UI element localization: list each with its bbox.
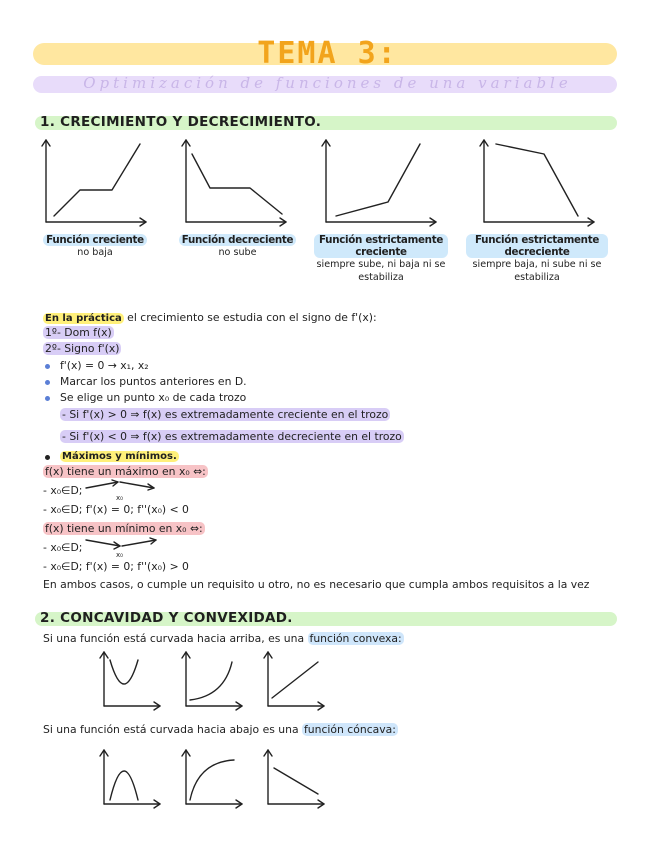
sub-rule-1-text: - Si f'(x) > 0 ⇒ f(x) es extremadamente creciente en el trozo bbox=[62, 408, 389, 421]
bullet-1: f'(x) = 0 → x₁, x₂ bbox=[60, 359, 149, 372]
convex-term: función convexa: bbox=[309, 632, 402, 645]
min-line-1: - x₀∈D; bbox=[43, 541, 83, 554]
concave-graph-increasing bbox=[180, 748, 246, 808]
bullet-dot bbox=[45, 364, 50, 369]
graph-estr-decreciente-label: Función estrictamente decreciente bbox=[466, 234, 608, 258]
sub-rule-1 bbox=[60, 408, 390, 422]
sub-rule-2-text: - Si f'(x) < 0 ⇒ f(x) es extremadamente decreciente en el trozo bbox=[62, 430, 402, 443]
graph-estr-creciente-label: Función estrictamente creciente bbox=[314, 234, 448, 258]
bullet-3: Se elige un punto x₀ de cada trozo bbox=[60, 391, 247, 404]
concave-term: función cóncava: bbox=[304, 723, 396, 736]
practice-line bbox=[43, 311, 377, 326]
graph-creciente-desc: no baja bbox=[77, 247, 113, 258]
min-sketch-mark: x₀ bbox=[116, 551, 123, 559]
section1-heading: 1. CRECIMIENTO Y DECRECIMIENTO. bbox=[40, 114, 322, 130]
graph-estr-creciente-caption bbox=[306, 234, 456, 284]
sub-rule-2 bbox=[60, 430, 404, 444]
min-head-text: f(x) tiene un mínimo en x₀ ⇔: bbox=[45, 522, 203, 535]
graph-estr-decreciente-desc: siempre baja, ni sube ni se estabiliza bbox=[472, 259, 602, 283]
graph-decreciente-caption bbox=[170, 234, 305, 259]
min-sketch bbox=[84, 536, 164, 556]
step-1 bbox=[43, 326, 114, 340]
max-line-1: - x₀∈D; bbox=[43, 484, 83, 497]
bullet-dot bbox=[45, 380, 50, 385]
max-head-text: f(x) tiene un máximo en x₀ ⇔: bbox=[45, 465, 206, 478]
practice-text: el crecimiento se estudia con el signo de f'(x): bbox=[123, 311, 377, 324]
page-title: TEMA 3: bbox=[257, 36, 398, 71]
convex-graph-parabola bbox=[98, 650, 164, 710]
convex-graph-linear bbox=[262, 650, 328, 710]
concave-graph-parabola bbox=[98, 748, 164, 808]
max-head bbox=[43, 465, 208, 479]
max-line-2: - x₀∈D; f'(x) = 0; f''(x₀) < 0 bbox=[43, 503, 189, 516]
min-line-2: - x₀∈D; f'(x) = 0; f''(x₀) > 0 bbox=[43, 560, 189, 573]
graph-estr-decreciente-caption bbox=[462, 234, 612, 284]
concave-line bbox=[43, 723, 398, 737]
graph-creciente-label: Función creciente bbox=[43, 234, 147, 246]
graph-estrictamente-creciente bbox=[320, 138, 440, 228]
both-cases-note: En ambos casos, o cumple un requisito u otro, no es necesario que cumpla ambos requisitos a la vez bbox=[43, 578, 590, 591]
concave-text: Si una función está curvada hacia abajo es una bbox=[43, 723, 302, 736]
bullet-2: Marcar los puntos anteriores en D. bbox=[60, 375, 247, 388]
page-subtitle: Optimización de funciones de una variable bbox=[83, 74, 572, 92]
graph-decreciente-label: Función decreciente bbox=[179, 234, 296, 246]
max-sketch bbox=[84, 478, 164, 498]
graph-estrictamente-decreciente bbox=[478, 138, 598, 228]
graph-decreciente-desc: no sube bbox=[218, 247, 257, 258]
step-1-text: 1º- Dom f(x) bbox=[45, 326, 112, 339]
graph-estr-creciente-desc: siempre sube, ni baja ni se estabiliza bbox=[316, 259, 446, 283]
max-sketch-mark: x₀ bbox=[116, 494, 123, 502]
maxmin-heading bbox=[60, 449, 179, 464]
graph-creciente-caption bbox=[30, 234, 160, 259]
graph-decreciente bbox=[180, 138, 290, 228]
graph-creciente bbox=[40, 138, 150, 228]
convex-graph-increasing bbox=[180, 650, 246, 710]
min-head bbox=[43, 522, 205, 536]
bullet-dot bbox=[45, 396, 50, 401]
maxmin-heading-text: Máximos y mínimos. bbox=[62, 451, 177, 462]
step-2 bbox=[43, 342, 121, 356]
practice-label: En la práctica bbox=[45, 313, 122, 324]
convex-text: Si una función está curvada hacia arriba, es una bbox=[43, 632, 308, 645]
bullet-dot bbox=[45, 455, 50, 460]
concave-graph-linear bbox=[262, 748, 328, 808]
convex-line bbox=[43, 632, 404, 646]
section2-heading: 2. CONCAVIDAD Y CONVEXIDAD. bbox=[40, 610, 293, 626]
step-2-text: 2º- Signo f'(x) bbox=[45, 342, 120, 355]
